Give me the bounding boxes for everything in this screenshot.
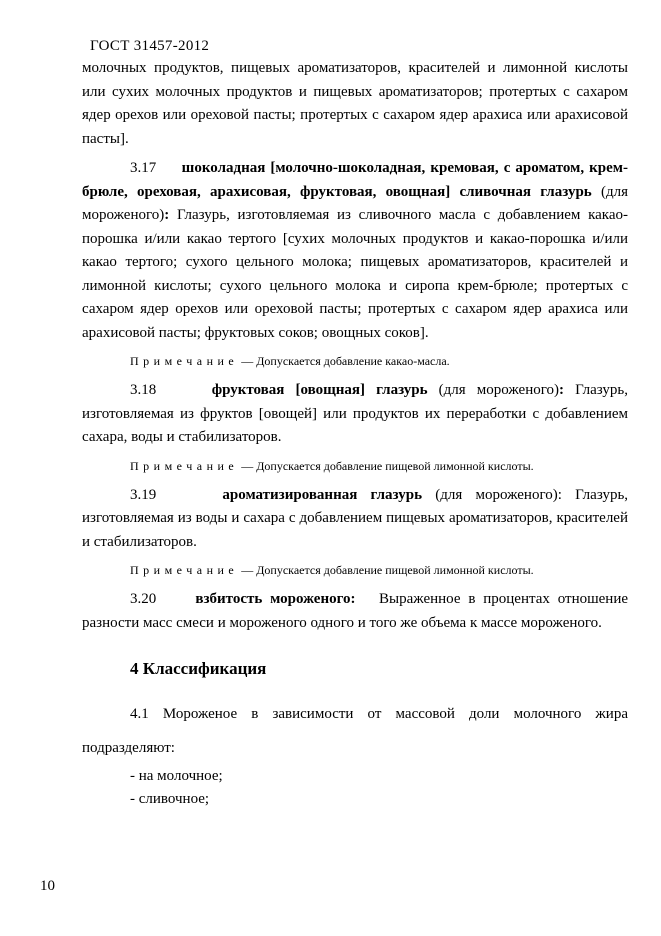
term-qualifier: (для мороженого) — [82, 183, 628, 223]
definition-3-19 — [82, 484, 628, 555]
clause-number: 3.20 — [130, 591, 157, 607]
definition-text: Глазурь, изготовляемая из сливочного масла с добавлением какао-порошка и/или какао тертого [сухих молочных продуктов и какао-порошка и/или какао тертого; сухого цельного молока; пищевых ароматизаторов, красителей и лимонной кислоты; сухого цельного молока и сиропа крем-брюле; протертых с сахаром ядер орехов или ореховой пасты; протертых с сахаром ядер арахиса или арахисовой пасты; фруктовых соков; овощных соков]. — [82, 207, 629, 341]
definition-3-17 — [82, 157, 628, 345]
note-3-17 — [82, 353, 628, 369]
standard-header: ГОСТ 31457-2012 — [90, 38, 210, 54]
note-label: Примечание — [130, 563, 239, 577]
term-qualifier: (для мороженого): — [435, 486, 562, 503]
definition-text: Глазурь, изготовляемая из воды и сахара с добавлением пищевых ароматизаторов, красителей и стабилизаторов. — [82, 486, 629, 550]
page-number: 10 — [40, 878, 55, 894]
intro-paragraph: молочных продуктов, пищевых ароматизаторов, красителей и лимонной кислоты или сухих молочных продуктов и пищевых ароматизаторов; протертых с сахаром ядер орехов или ореховой пасты; протертых с сахаром ядер арахиса или арахисовой пасты]. — [82, 60, 628, 147]
clause-number: 3.17 — [130, 160, 157, 176]
list-item: - на молочное; — [130, 767, 223, 784]
clause-number: 3.19 — [130, 486, 157, 503]
term: фруктовая [овощная] глазурь — [211, 382, 428, 398]
note-text: — Допускается добавление пищевой лимонной кислоты. — [241, 458, 534, 473]
clause-number: 3.18 — [130, 382, 157, 398]
definition-text: Глазурь, изготовляемая из фруктов [овощей] или продуктов их переработки с добавлением сахара, воды и стабилизаторов. — [82, 382, 629, 445]
definition-text: Выраженное в процентах отношение разности масс смеси и мороженого одного и того же объема к массе мороженого. — [82, 591, 629, 631]
definition-3-18 — [82, 379, 628, 450]
list-item: - сливочное; — [130, 790, 210, 807]
term: взбитость мороженого: — [195, 591, 356, 607]
note-label: Примечание — [130, 354, 239, 368]
section-heading: 4 Классификация — [130, 659, 267, 678]
note-3-18 — [82, 458, 628, 474]
clause-4-1: 4.1 Мороженое в зависимости от массовой доли молочного жира подразделяют: — [82, 705, 628, 756]
term: ароматизированная глазурь — [222, 486, 423, 503]
term-colon: : — [164, 207, 170, 223]
note-text: — Допускается добавление какао-масла. — [241, 354, 450, 368]
term: шоколадная [молочно-шоколадная, кремовая, с ароматом, крем-брюле, ореховая, арахисовая, фруктовая, овощная] сливочная глазурь — [82, 160, 629, 200]
note-3-19 — [82, 562, 628, 578]
definition-3-20 — [82, 588, 628, 635]
note-label: Примечание — [130, 458, 239, 473]
term-colon: : — [559, 382, 565, 398]
page-content — [82, 57, 628, 811]
note-text: — Допускается добавление пищевой лимонной кислоты. — [241, 563, 534, 577]
term-qualifier: (для мороженого) — [438, 382, 560, 398]
